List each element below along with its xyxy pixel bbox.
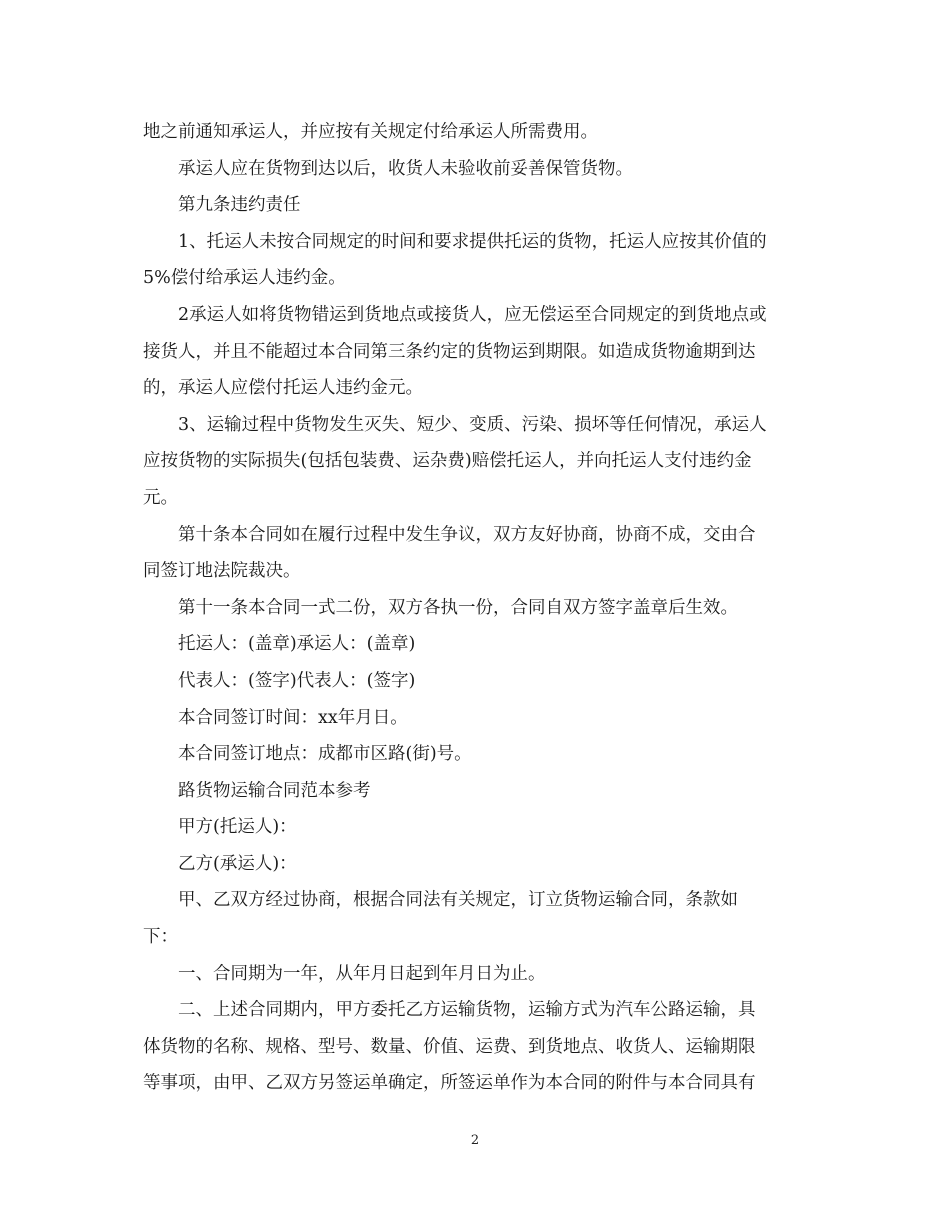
- party-b-line: 乙方(承运人)：: [178, 853, 297, 874]
- text-line: 接货人，并且不能超过本合同第三条约定的货物运到期限。如造成货物逾期到达: [143, 341, 756, 362]
- text-line: 体货物的名称、规格、型号、数量、价值、运费、到货地点、收货人、运输期限: [143, 1036, 756, 1057]
- text-line: 同签订地法院裁决。: [143, 561, 301, 582]
- text-line: 5%偿付给承运人违约金。: [143, 268, 346, 289]
- signature-line: 托运人：(盖章)承运人：(盖章): [178, 634, 416, 655]
- text-line: 元。: [143, 487, 178, 508]
- signature-line: 代表人：(签字)代表人：(签字): [178, 670, 416, 691]
- text-line: 一、合同期为一年，从年月日起到年月日为止。: [178, 963, 546, 984]
- text-line: 2承运人如将货物错运到货地点或接货人，应无偿运至合同规定的到货地点或: [178, 304, 767, 325]
- text-line: 第十条本合同如在履行过程中发生争议，双方友好协商，协商不成，交由合: [178, 524, 756, 545]
- page-number: 2: [470, 1133, 480, 1148]
- signing-date-line: 本合同签订时间：xx年月日。: [178, 707, 408, 728]
- text-line: 下：: [143, 927, 178, 948]
- text-line: 1、托运人未按合同规定的时间和要求提供托运的货物，托运人应按其价值的: [178, 231, 767, 252]
- text-line: 承运人应在货物到达以后，收货人未验收前妥善保管货物。: [178, 158, 633, 179]
- text-line: 应按货物的实际损失(包括包装费、运杂费)赔偿托运人，并向托运人支付违约金: [143, 451, 752, 472]
- text-line: 甲、乙双方经过协商，根据合同法有关规定，订立货物运输合同，条款如: [178, 890, 738, 911]
- signing-place-line: 本合同签订地点：成都市区路(街)号。: [178, 744, 472, 765]
- text-line: 地之前通知承运人，并应按有关规定付给承运人所需费用。: [143, 122, 598, 142]
- document-body: [143, 114, 807, 1102]
- text-line: 二、上述合同期内，甲方委托乙方运输货物，运输方式为汽车公路运输，具: [178, 1000, 756, 1021]
- party-a-line: 甲方(托运人)：: [178, 817, 297, 838]
- text-line: 等事项，由甲、乙双方另签运单确定，所签运单作为本合同的附件与本合同具有: [143, 1073, 756, 1094]
- text-line: 的，承运人应偿付托运人违约金元。: [143, 378, 423, 399]
- document-title: 路货物运输合同范本参考: [178, 780, 371, 801]
- text-line: 第十一条本合同一式二份，双方各执一份，合同自双方签字盖章后生效。: [178, 597, 738, 618]
- text-line: 3、运输过程中货物发生灭失、短少、变质、污染、损坏等任何情况，承运人: [178, 414, 767, 435]
- section-heading: 第九条违约责任: [178, 195, 301, 216]
